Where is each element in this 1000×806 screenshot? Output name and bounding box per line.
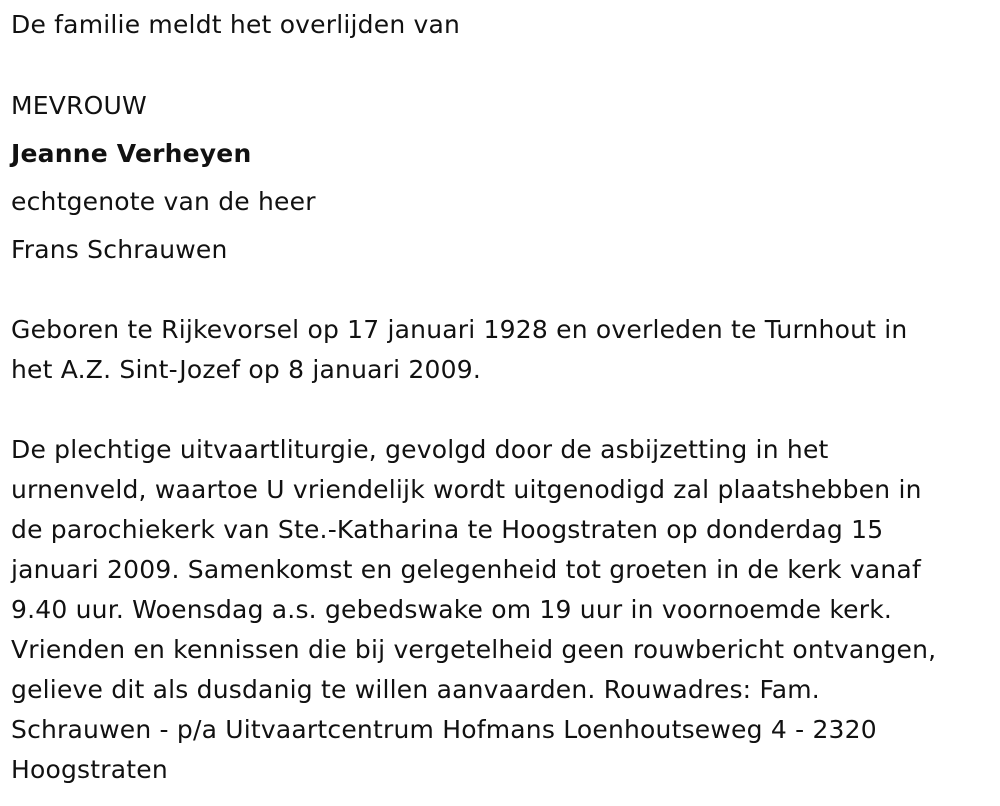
funeral-line: Vrienden en kennissen die bij vergetelheid geen rouwbericht ontvangen,	[11, 635, 937, 664]
birth-death-line: Geboren te Rijkevorsel op 17 januari 1928 en overleden te Turnhout in	[11, 315, 908, 344]
funeral-line: Hoogstraten	[11, 755, 168, 784]
funeral-line: de parochiekerk van Ste.-Katharina te Hoogstraten op donderdag 15	[11, 515, 884, 544]
funeral-line: Schrauwen - p/a Uitvaartcentrum Hofmans Loenhoutseweg 4 - 2320	[11, 715, 877, 744]
funeral-line: urnenveld, waartoe U vriendelijk wordt uitgenodigd zal plaatshebben in	[11, 475, 922, 504]
birth-death-line: het A.Z. Sint-Jozef op 8 januari 2009.	[11, 355, 481, 384]
relation-text: echtgenote van de heer	[11, 187, 316, 216]
funeral-line: De plechtige uitvaartliturgie, gevolgd door de asbijzetting in het	[11, 435, 829, 464]
funeral-line: januari 2009. Samenkomst en gelegenheid tot groeten in de kerk vanaf	[11, 555, 921, 584]
intro-text: De familie meldt het overlijden van	[11, 10, 461, 39]
deceased-name: Jeanne Verheyen	[11, 139, 252, 168]
spouse-name: Frans Schrauwen	[11, 235, 228, 264]
honorific-title: MEVROUW	[11, 91, 147, 120]
funeral-line: gelieve dit als dusdanig te willen aanvaarden. Rouwadres: Fam.	[11, 675, 820, 704]
funeral-line: 9.40 uur. Woensdag a.s. gebedswake om 19 uur in voornoemde kerk.	[11, 595, 893, 624]
